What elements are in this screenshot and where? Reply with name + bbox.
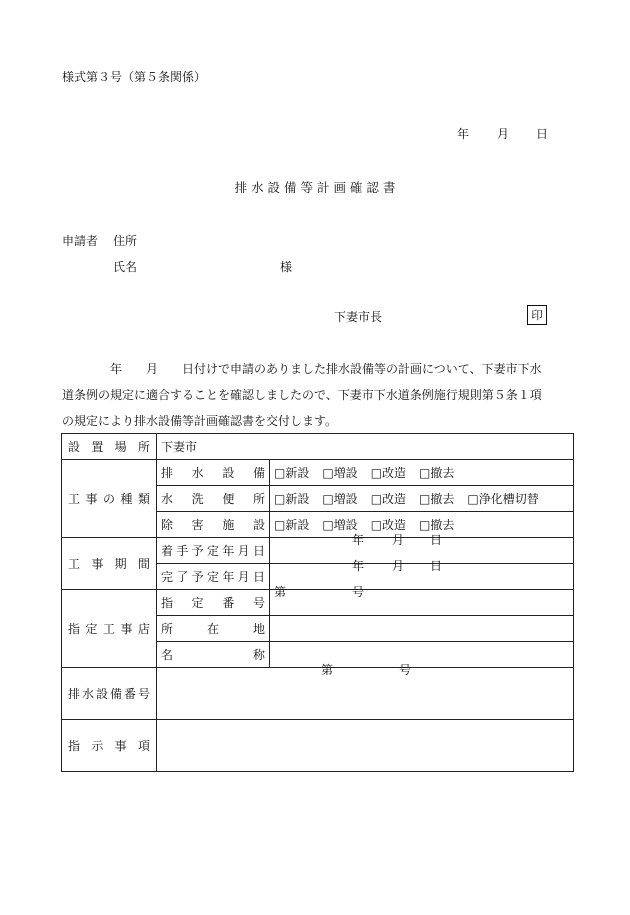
drainage-number-field[interactable] <box>157 663 574 720</box>
table-row <box>62 538 574 564</box>
contractor-number-field[interactable] <box>270 585 574 616</box>
option-checkbox[interactable]: □増設 <box>322 492 358 506</box>
address-label: 住所 <box>113 234 138 248</box>
end-date-label: 完了予定年月日 <box>157 564 270 590</box>
applicant-label: 申請者 <box>62 234 99 248</box>
option-checkbox[interactable]: □撤去 <box>419 466 455 480</box>
contractor-name-label: 名称 <box>157 642 270 668</box>
location-value[interactable]: 下妻市 <box>157 434 574 460</box>
option-checkbox[interactable]: □改造 <box>370 492 407 506</box>
contractor-label: 指定工事店 <box>62 590 157 668</box>
drainage-number-label: 排水設備番号 <box>62 668 157 720</box>
issue-month-label: 月 <box>497 127 510 141</box>
issue-day-label: 日 <box>536 127 549 141</box>
instructions-field[interactable] <box>157 720 574 772</box>
end-day-label: 日 <box>430 559 443 573</box>
work-type-drainage-options <box>270 460 574 486</box>
contractor-address-label: 所在地 <box>157 616 270 642</box>
start-year-label: 年 <box>352 533 365 547</box>
drainage-number-suffix: 号 <box>399 663 412 677</box>
table-row <box>62 720 574 772</box>
end-date-field[interactable] <box>270 559 574 590</box>
contractor-name-field[interactable] <box>270 642 574 668</box>
body-line: 年 月 日付けで申請のありました排水設備等の計画について、下妻市下水 <box>62 362 542 376</box>
seal-stamp: 印 <box>527 305 547 325</box>
name-label: 氏名 <box>113 260 138 274</box>
option-checkbox[interactable]: □撤去 <box>419 518 455 532</box>
form-number: 様式第３号（第５条関係） <box>62 70 207 84</box>
work-type-drainage-label: 排水設備 <box>157 460 270 486</box>
issue-year-label: 年 <box>457 127 470 141</box>
contractor-number-suffix: 号 <box>352 585 365 599</box>
start-month-label: 月 <box>392 533 405 547</box>
work-type-label: 工事の種類 <box>62 460 157 538</box>
option-checkbox[interactable]: □新設 <box>274 518 310 532</box>
work-type-toilet-options <box>270 486 574 512</box>
period-label: 工事期間 <box>62 538 157 590</box>
table-row <box>62 590 574 616</box>
contractor-number-prefix: 第 <box>274 585 287 599</box>
option-checkbox[interactable]: □撤去 <box>419 492 455 506</box>
confirmation-table <box>61 433 574 772</box>
work-type-toilet-label: 水洗便所 <box>157 486 270 512</box>
document-title: 排 水 設 備 等 計 画 確 認 書 <box>234 180 396 195</box>
option-checkbox[interactable]: □増設 <box>322 518 358 532</box>
body-paragraph <box>62 356 574 434</box>
table-row <box>62 460 574 486</box>
honorific-label: 様 <box>280 260 293 274</box>
body-line: 道条例の規定に適合することを確認しましたので、下妻市下水道条例施行規則第５条１項 <box>62 388 542 402</box>
location-label: 設置場所 <box>62 434 157 460</box>
work-type-abatement-options <box>270 512 574 538</box>
end-year-label: 年 <box>352 559 365 573</box>
table-row <box>62 668 574 720</box>
table-row <box>62 434 574 460</box>
body-line: の規定により排水設備等計画確認書を交付します。 <box>62 414 338 428</box>
option-checkbox[interactable]: □新設 <box>274 492 310 506</box>
option-checkbox[interactable]: □改造 <box>370 466 407 480</box>
start-date-label: 着手予定年月日 <box>157 538 270 564</box>
instructions-label: 指示事項 <box>62 720 157 772</box>
work-type-abatement-label: 除害施設 <box>157 512 270 538</box>
start-day-label: 日 <box>430 533 443 547</box>
end-month-label: 月 <box>392 559 405 573</box>
mayor-title: 下妻市長 <box>334 310 383 324</box>
contractor-address-field[interactable] <box>270 616 574 642</box>
start-date-field[interactable] <box>270 533 574 564</box>
option-checkbox[interactable]: □増設 <box>322 466 358 480</box>
option-checkbox[interactable]: □浄化槽切替 <box>467 492 539 506</box>
drainage-number-prefix: 第 <box>321 663 334 677</box>
option-checkbox[interactable]: □改造 <box>370 518 407 532</box>
contractor-number-label: 指定番号 <box>157 590 270 616</box>
option-checkbox[interactable]: □新設 <box>274 466 310 480</box>
